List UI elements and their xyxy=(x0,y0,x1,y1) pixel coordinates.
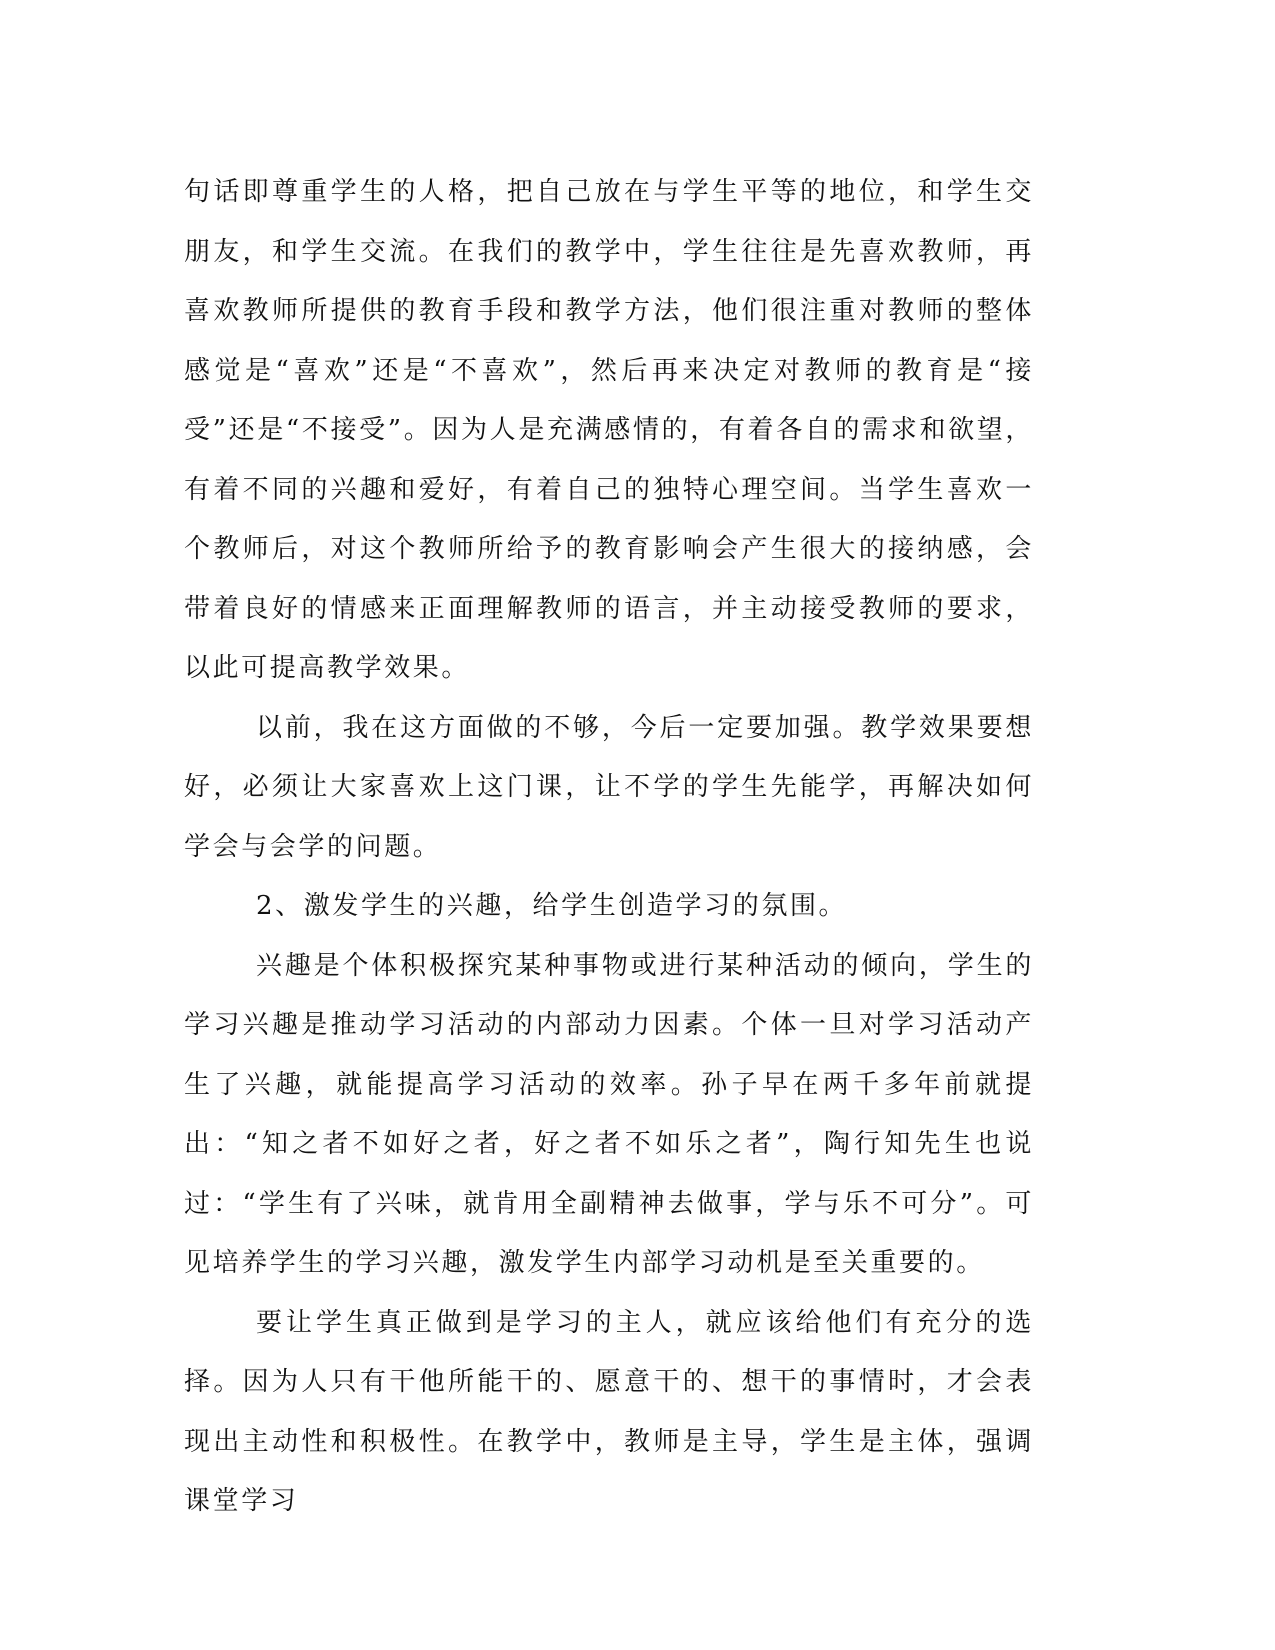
paragraph-student-subject: 要让学生真正做到是学习的主人，就应该给他们有充分的选择。因为人只有干他所能干的、愿意干的、想干的事情时，才会表现出主动性和积极性。在教学中，教师是主导，学生是主体，强调课堂学习 xyxy=(184,1307,1034,1516)
section-heading: 2、激发学生的兴趣，给学生创造学习的氛围。 xyxy=(256,891,848,921)
paragraph-continued: 句话即尊重学生的人格，把自己放在与学生平等的地位，和学生交朋友，和学生交流。在我们的教学中，学生往往是先喜欢教师，再喜欢教师所提供的教育手段和教学方法，他们很注重对教师的整体感觉是“喜欢”还是“不喜欢”，然后再来决定对教师的教育是“接受”还是“不接受”。因为人是充满感情的，有着各自的需求和欲望，有着不同的兴趣和爱好，有着自己的独特心理空间。当学生喜欢一个教师后，对这个教师所给予的教育影响会产生很大的接纳感，会带着良好的情感来正面理解教师的语言，并主动接受教师的要求，以此可提高教学效果。 xyxy=(184,177,1034,683)
paragraph-reflection: 以前，我在这方面做的不够，今后一定要加强。教学效果要想好，必须让大家喜欢上这门课，让不学的学生先能学，再解决如何学会与会学的问题。 xyxy=(184,712,1034,862)
document-body xyxy=(184,163,1034,1532)
paragraph-interest: 兴趣是个体积极探究某种事物或进行某种活动的倾向，学生的学习兴趣是推动学习活动的内部动力因素。个体一旦对学习活动产生了兴趣，就能提高学习活动的效率。孙子早在两千多年前就提出：“知之者不如好之者，好之者不如乐之者”，陶行知先生也说过：“学生有了兴味，就肯用全副精神去做事，学与乐不可分”。可见培养学生的学习兴趣，激发学生内部学习动机是至关重要的。 xyxy=(184,950,1034,1278)
